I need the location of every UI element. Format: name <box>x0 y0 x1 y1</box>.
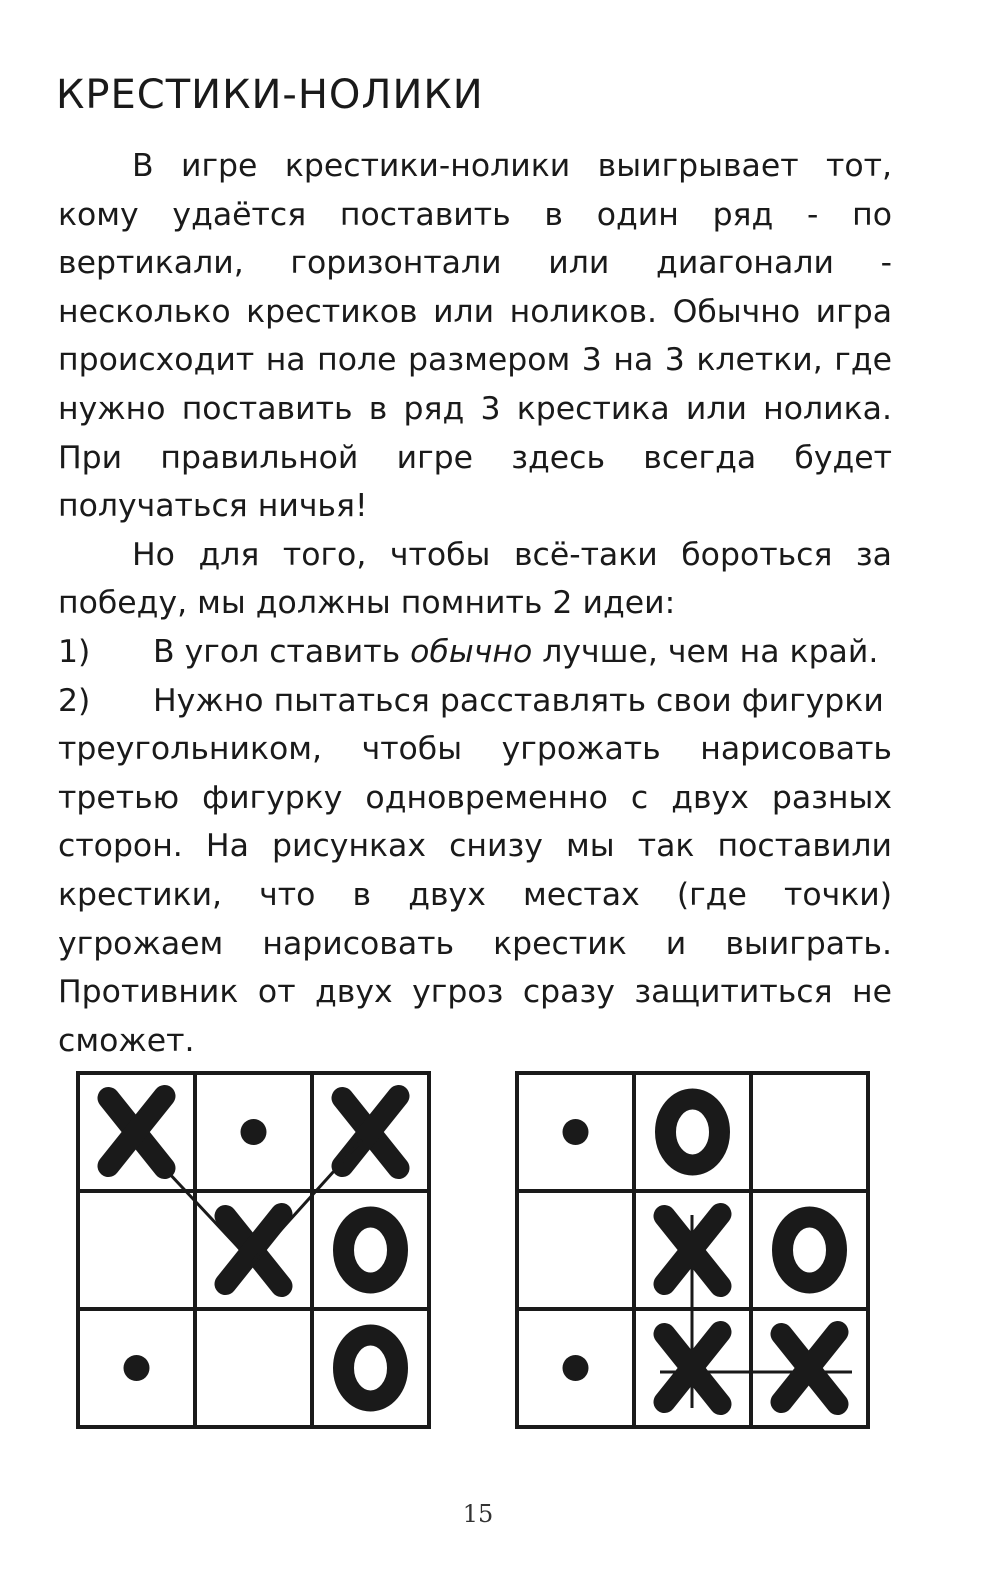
idea-2-continuation: треугольником, чтобы угрожать нарисовать третью фигурку одновременно с двух разных сторон. На рисунках снизу мы так поставили крестики, что в двух местах (где точки) угрожаем нарисовать крестик и выиграть. Противник от двух угроз сразу защититься не сможет. <box>58 731 892 1059</box>
threat-dot <box>124 1355 150 1381</box>
threat-dot <box>563 1355 589 1381</box>
intro-paragraph: В игре крестики-нолики выигрывает тот, кому удаётся поставить в один ряд - по вертикали, горизонтали или диагонали - несколько крестиков или ноликов. Обычно игра происходит на поле размером 3 на 3 клетки, где нужно поставить в ряд 3 крестика или нолика. При правильной игре здесь всегда будет получаться ничья! <box>58 148 892 525</box>
page-number: 15 <box>462 1500 494 1528</box>
idea-number: 2) <box>58 682 91 719</box>
nought-mark <box>344 1335 398 1401</box>
nought-mark <box>666 1099 720 1165</box>
idea-emphasis: обычно <box>410 633 533 670</box>
idea-text-part: лучше, чем на край. <box>532 633 879 670</box>
board-left <box>78 1073 429 1427</box>
idea-text-part: В угол ставить <box>153 633 411 670</box>
cross-mark <box>343 1096 399 1168</box>
nought-mark <box>783 1217 837 1283</box>
cross-mark <box>782 1332 838 1404</box>
cross-mark <box>226 1214 282 1286</box>
idea-number: 1) <box>58 633 91 670</box>
nought-mark <box>344 1217 398 1283</box>
ideas-intro-paragraph: Но для того, чтобы всё-таки бороться за победу, мы должны помнить 2 идеи: <box>58 536 892 622</box>
page-title: КРЕСТИКИ-НОЛИКИ <box>56 72 484 118</box>
threat-dot <box>241 1119 267 1145</box>
idea-text: Нужно пытаться расставлять свои фигурки <box>153 682 884 719</box>
threat-dot <box>563 1119 589 1145</box>
